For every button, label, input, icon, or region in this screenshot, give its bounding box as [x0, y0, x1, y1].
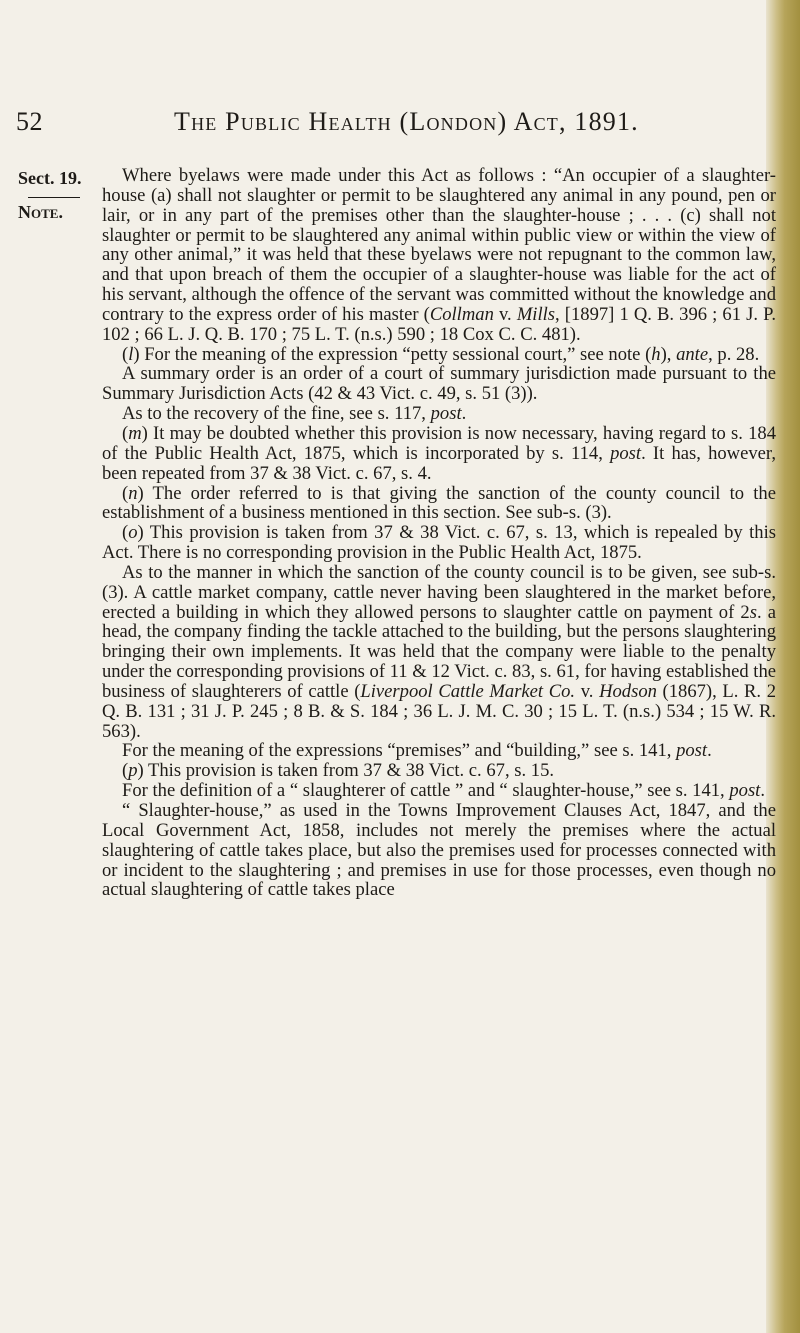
paragraph-slaughter-house: “ Slaughter-house,” as used in the Towns Improvement Clauses Act, 1847, and the Local Government Act, 1858, includes not merely the premises where the actual slaughtering of cattle takes place, but also the premises used for processes connected with or incident to the slaughtering ; and premises in use for those processes, even though no actual slaughtering of cattle takes place	[102, 800, 776, 901]
margin-section-label: Sect. 19.	[18, 168, 82, 188]
case-name: Collman	[429, 303, 494, 325]
running-head: The Public Health (London) Act, 1891.	[174, 107, 639, 136]
case-name: Mills	[516, 303, 556, 325]
body-text	[102, 166, 776, 900]
margin-note-label: Note.	[18, 202, 63, 222]
paragraph-premises-building: For the meaning of the expressions “premises” and “building,” see s. 141, post.	[122, 740, 712, 762]
note-n: (n) The order referred to is that giving the sanction of the county council to the establishment of a business mentioned in this section. See sub-s. (3).	[102, 482, 776, 524]
page-number: 52	[16, 107, 43, 136]
note-p: (p) This provision is taken from 37 & 38 Vict. c. 67, s. 15.	[122, 760, 555, 782]
paragraph-recovery-fine: As to the recovery of the fine, see s. 117, post.	[122, 403, 467, 425]
note-m: (m) It may be doubted whether this provision is now necessary, having regard to s. 184 of the Public Health Act, 1875, which is incorporated by s. 114, post. It has, however, been repeated from 37 & 38 Vict. c. 67, s. 4.	[102, 422, 777, 484]
margin-rule	[28, 197, 80, 198]
note-l: (l) For the meaning of the expression “petty sessional court,” see note (h), ante, p. 28.	[122, 343, 760, 365]
paragraph-summary-order: A summary order is an order of a court of summary jurisdiction made pursuant to the Summary Jurisdiction Acts (42 & 43 Vict. c. 49, s. 51 (3)).	[102, 363, 776, 405]
paragraph-byelaws: Where byelaws were made under this Act as follows : “An occupier of a slaughter-house (a) shall not slaughter or permit to be slaughtered any animal in any pound, pen or lair, or in any part of the premises other than the slaughter-house ; . . . (c) shall not slaughter or permit to be slaughtered any animal within public view or within the view of any other animal,” it was held that these byelaws were not repugnant to the common law, and that upon breach of them the occupier of a slaughter-house was liable for the act of his servant, although the offence of the servant was committed without the knowledge and contrary to the express order of his master (Collman v. Mills, [1897] 1 Q. B. 396 ; 61 J. P. 102 ; 66 L. J. Q. B. 170 ; 75 L. T. (n.s.) 590 ; 18 Cox C. C. 481).	[102, 165, 776, 345]
case-name: Hodson	[599, 680, 657, 702]
case-name: Liverpool Cattle Market Co.	[360, 680, 576, 702]
note-o: (o) This provision is taken from 37 & 38 Vict. c. 67, s. 13, which is repealed by this Act. There is no corresponding provision in the Public Health Act, 1875.	[102, 522, 776, 564]
paragraph-cattle-market: As to the manner in which the sanction of the county council is to be given, see sub-s. (3). A cattle market company, cattle never having been slaughtered in the market before, erected a building in which they allowed persons to slaughter cattle on payment of 2s. a head, the company finding the tackle attached to the building, but the persons slaughtering bringing their own implements. It was held that the company were liable to the penalty under the corresponding provisions of 11 & 12 Vict. c. 83, s. 61, for having established the business of slaughterers of cattle (Liverpool Cattle Market Co. v. Hodson (1867), L. R. 2 Q. B. 131 ; 31 J. P. 245 ; 8 B. & S. 184 ; 36 L. J. M. C. 30 ; 15 L. T. (n.s.) 534 ; 15 W. R. 563).	[102, 561, 776, 742]
paragraph-definition: For the definition of a “ slaughterer of cattle ” and “ slaughter-house,” see s. 141, post.	[122, 780, 765, 802]
